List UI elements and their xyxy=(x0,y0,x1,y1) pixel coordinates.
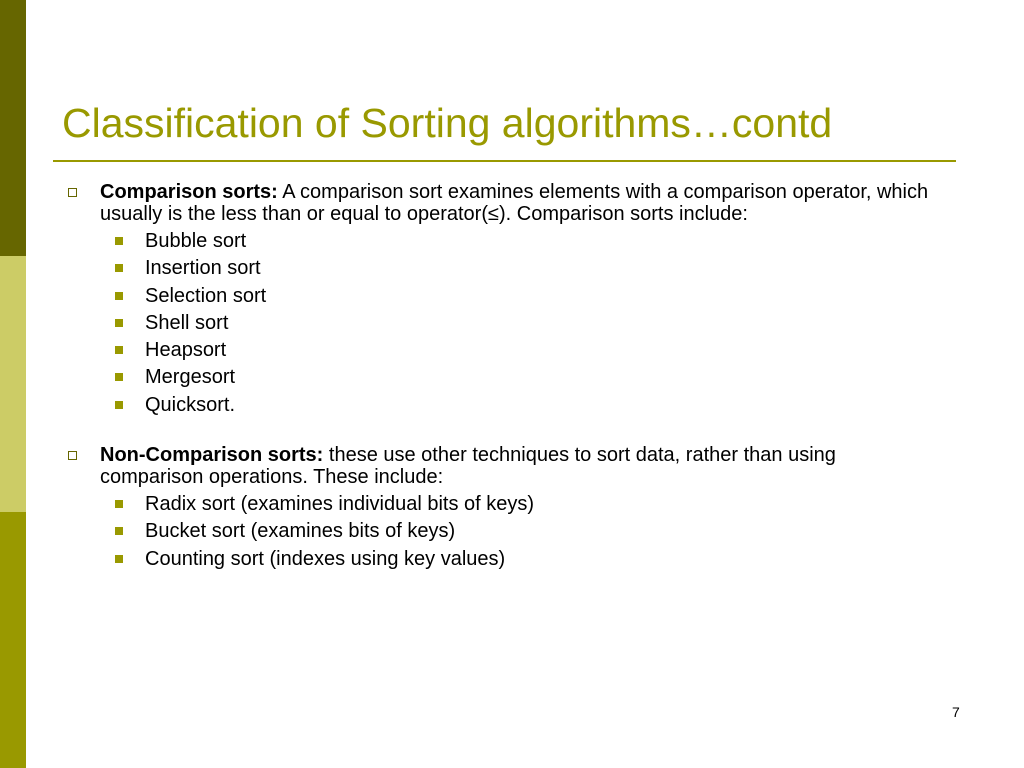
square-bullet-icon xyxy=(115,346,123,354)
square-bullet-icon xyxy=(115,500,123,508)
list-item-text: Radix sort (examines individual bits of keys) xyxy=(145,493,535,516)
list-item xyxy=(109,394,944,421)
square-bullet-icon xyxy=(115,373,123,381)
page-number: 7 xyxy=(952,704,960,720)
square-bullet-icon xyxy=(115,292,123,300)
list-item xyxy=(109,339,944,366)
list-item-text: Mergesort xyxy=(145,366,236,389)
list-item xyxy=(109,520,944,547)
bullet-non-comparison-sorts xyxy=(64,444,944,488)
list-item xyxy=(109,257,944,284)
comparison-sorts-list xyxy=(64,230,944,421)
hollow-square-bullet-icon xyxy=(68,188,77,197)
list-item-text: Selection sort xyxy=(145,284,267,307)
list-item-text: Counting sort (indexes using key values) xyxy=(145,547,506,570)
bullet-comparison-sorts xyxy=(64,181,944,225)
slide-content xyxy=(64,181,944,575)
list-item-text: Bubble sort xyxy=(145,230,247,252)
list-item-text: Insertion sort xyxy=(145,257,261,280)
list-item xyxy=(109,230,944,257)
non-comparison-sorts-list xyxy=(64,493,944,575)
list-item xyxy=(109,285,944,312)
section-text: these use other techniques to sort data, rather than using comparison operations. These include: xyxy=(100,444,836,489)
section-heading: Comparison sorts: xyxy=(100,181,278,203)
list-item-text: Shell sort xyxy=(145,311,229,334)
list-item-text: Bucket sort (examines bits of keys) xyxy=(145,520,456,543)
list-item xyxy=(109,548,944,575)
hollow-square-bullet-icon xyxy=(68,451,77,460)
square-bullet-icon xyxy=(115,555,123,563)
list-item-text: Quicksort. xyxy=(145,393,236,416)
decorative-bar-middle xyxy=(0,256,26,512)
spacer xyxy=(64,421,944,444)
square-bullet-icon xyxy=(115,319,123,327)
decorative-bar-bottom xyxy=(0,512,26,768)
list-item xyxy=(109,366,944,393)
square-bullet-icon xyxy=(115,527,123,535)
list-item-text: Heapsort xyxy=(145,339,227,362)
decorative-bar-top xyxy=(0,0,26,256)
slide-title: Classification of Sorting algorithms…contd xyxy=(62,100,833,146)
square-bullet-icon xyxy=(115,237,123,245)
list-item xyxy=(109,493,944,520)
square-bullet-icon xyxy=(115,401,123,409)
section-heading: Non-Comparison sorts: xyxy=(100,444,324,467)
title-underline xyxy=(53,160,956,162)
list-item xyxy=(109,312,944,339)
square-bullet-icon xyxy=(115,264,123,272)
section-text: A comparison sort examines elements with a comparison operator, which usually is the less than or equal to operator(≤). Comparison sorts include: xyxy=(100,181,929,225)
